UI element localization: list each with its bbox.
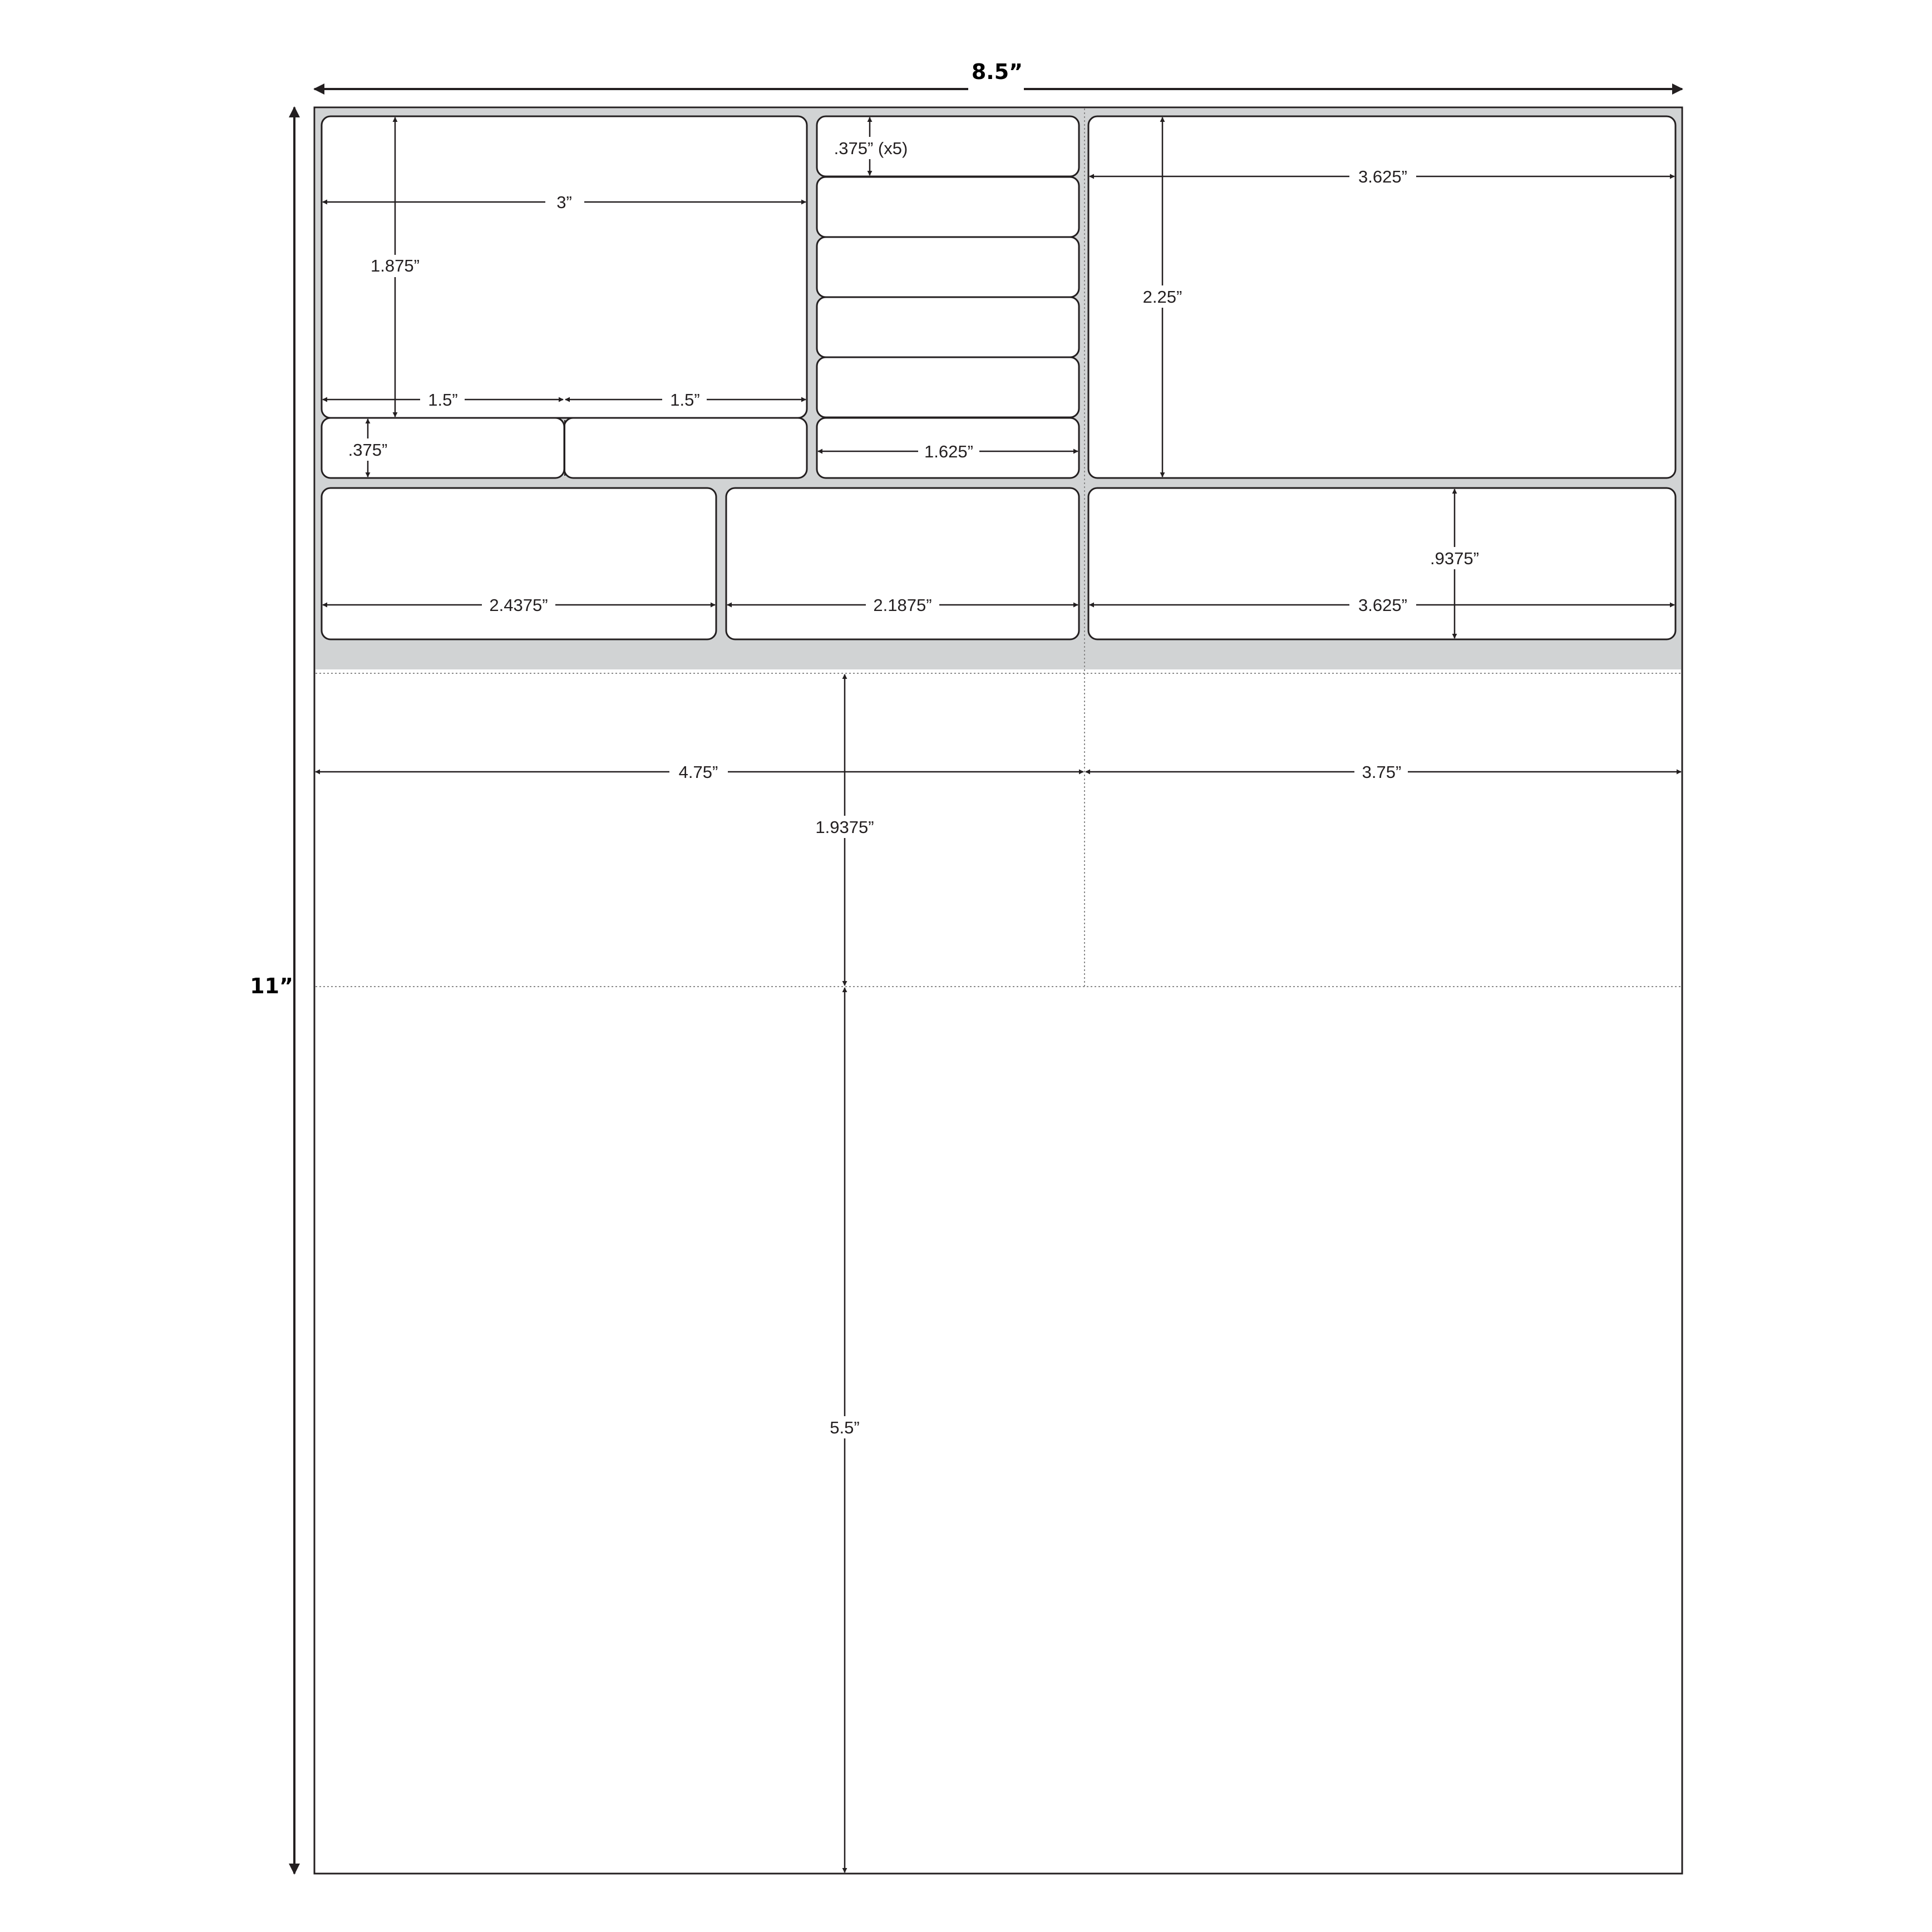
top-left-width-label: 3” [556,193,572,212]
label-small-right [564,418,807,478]
label-strip-5 [817,357,1079,417]
top-right-height-label: 2.25” [1142,287,1182,307]
upper-height-label: 1.9375” [815,817,874,837]
label-small-gap [564,420,565,476]
small-left-width-label: 1.5” [428,390,458,410]
lower-height-label: 5.5” [830,1418,860,1437]
top-left-height-label: 1.875” [371,256,420,275]
row2-right-height-label: .9375” [1430,549,1479,568]
strip-height-label: .375” (x5) [834,139,908,158]
row2-middle-width-label: 2.1875” [873,595,932,615]
strip-width-label: 1.625” [924,442,973,461]
label-row2-right [1088,488,1675,639]
sheet-width-label: 8.5” [971,60,1023,84]
upper-left-width-label: 4.75” [678,762,718,782]
label-strip-3 [817,237,1079,297]
upper-right-width-label: 3.75” [1362,762,1402,782]
label-row2-left [322,488,716,639]
row2-right-width-label: 3.625” [1358,595,1407,615]
label-row2-middle [726,488,1079,639]
small-height-label: .375” [348,440,388,460]
small-right-width-label: 1.5” [670,390,700,410]
label-strip-4 [817,297,1079,357]
row2-left-width-label: 2.4375” [489,595,548,615]
top-right-width-label: 3.625” [1358,167,1407,186]
sheet-height-label: 11” [250,974,293,998]
label-strip-2 [817,177,1079,237]
